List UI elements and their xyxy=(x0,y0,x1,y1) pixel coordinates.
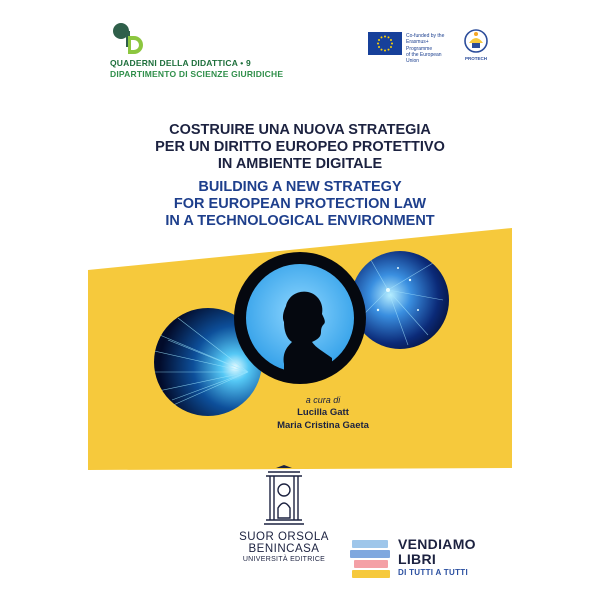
publisher-line2: BENINCASA xyxy=(248,543,320,555)
publisher-line3: UNIVERSITÀ EDITRICE xyxy=(242,556,326,563)
title-it-line1: COSTRUIRE UNA NUOVA STRATEGIA xyxy=(169,122,431,138)
silhouette-portrait xyxy=(234,252,366,384)
title-en-line2: FOR EUROPEAN PROTECTION LAW xyxy=(173,196,427,212)
editors xyxy=(88,394,512,432)
editors-label: a cura di xyxy=(305,395,341,405)
title-en-line3: IN A TECHNOLOGICAL ENVIRONMENT xyxy=(165,213,435,229)
book-cover xyxy=(88,0,512,600)
seller-tagline: DI TUTTI A TUTTI xyxy=(398,568,468,577)
eu-line3: of the European Union xyxy=(406,51,442,65)
protech-label: PROTECH xyxy=(464,56,487,61)
seller-line2: LIBRI xyxy=(398,551,437,567)
title-it-line2: PER UN DIRITTO EUROPEO PROTETTIVO xyxy=(155,139,445,155)
publisher-line1: SUOR ORSOLA xyxy=(239,531,329,543)
publisher-emblem xyxy=(260,464,308,530)
editor-name: Maria Cristina Gaeta xyxy=(277,420,369,431)
eu-line1: Co-funded by the xyxy=(406,33,445,39)
fiber-optic-image-right xyxy=(351,251,449,349)
eu-line2: Erasmus+ Programme xyxy=(406,39,433,52)
title-it-line3: IN AMBIENTE DIGITALE xyxy=(217,156,383,172)
seller-line1: VENDIAMO xyxy=(398,536,476,552)
publisher-name xyxy=(236,531,332,565)
vendiamo-libri-text xyxy=(398,537,476,579)
title-en-line1: BUILDING A NEW STRATEGY xyxy=(198,179,402,195)
editor-name: Lucilla Gatt xyxy=(297,407,349,418)
series-line2: DIPARTIMENTO DI SCIENZE GIURIDICHE xyxy=(110,69,284,79)
series-line1: QUADERNI DELLA DIDATTICA • 9 xyxy=(110,58,251,68)
vendiamo-libri-logo-icon xyxy=(350,538,394,582)
